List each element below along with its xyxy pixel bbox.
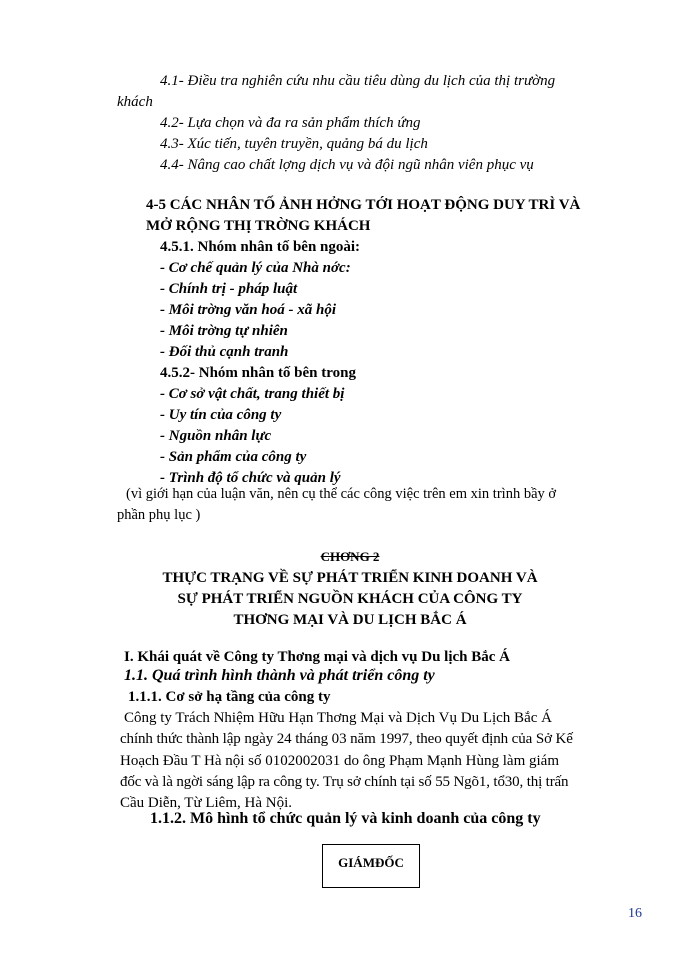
appendix-note-line1: (vì giới hạn của luận văn, nên cụ thể các công việc trên em xin trình bầy ở [126,486,557,502]
section-4-1-line2: khách [117,94,153,110]
factors-heading-line2: MỞ RỘNG THỊ TRỜNG KHÁCH [146,218,371,234]
part1-heading: I. Khái quát về Công ty Thơng mại và dịch vụ Du lịch Bắc Á [124,649,511,665]
external-factor-item: - Đối thủ cạnh tranh [160,344,289,360]
external-factor-item: - Cơ chế quản lý của Nhà nớc: [160,260,351,276]
chapter-label: CHƠNG 2 [320,549,380,564]
internal-factors-title: 4.5.2- Nhóm nhân tố bên trong [160,365,357,381]
director-box: GIÁMĐỐC [322,844,420,888]
section-1-1-title: 1.1. Quá trình hình thành và phát triển công ty [124,667,435,684]
external-factor-item: - Môi trờng tự nhiên [160,323,288,339]
section-4-4: 4.4- Nâng cao chất lợng dịch vụ và đội ngũ nhân viên phục vụ [160,157,534,173]
section-4-3: 4.3- Xúc tiến, tuyên truyền, quảng bá du lịch [160,136,428,152]
internal-factor-item: - Cơ sở vật chất, trang thiết bị [160,386,345,402]
company-paragraph-line2: chính thức thành lập ngày 24 tháng 03 năm 1997, theo quyết định của Sở Kế [120,731,573,747]
section-4-2: 4.2- Lựa chọn và đa ra sản phẩm thích ứng [160,115,421,131]
company-paragraph-line1: Công ty Trách Nhiệm Hữu Hạn Thơng Mại và Dịch Vụ Du Lịch Bắc Á [124,710,552,726]
chapter-title-line2: SỰ PHÁT TRIỂN NGUỒN KHÁCH CỦA CÔNG TY [177,591,523,607]
internal-factor-item: - Nguồn nhân lực [160,428,272,444]
chapter-title-line3: THƠNG MẠI VÀ DU LỊCH BẮC Á [233,612,467,628]
company-paragraph-line5: Cầu Diễn, Từ Liêm, Hà Nội. [120,795,292,811]
page-number: 16 [628,906,642,921]
internal-factor-item: - Uy tín của công ty [160,407,282,423]
section-1-1-2-title: 1.1.2. Mô hình tổ chức quản lý và kinh doanh của công ty [150,810,541,827]
chapter-title-line1: THỰC TRẠNG VỀ SỰ PHÁT TRIỂN KINH DOANH VÀ [162,570,538,586]
factors-heading-line1: 4-5 CÁC NHÂN TỐ ẢNH HỞNG TỚI HOẠT ĐỘNG DUY TRÌ VÀ [146,197,581,213]
external-factor-item: - Môi trờng văn hoá - xã hội [160,302,336,318]
internal-factor-item: - Sản phẩm của công ty [160,449,307,465]
appendix-note-line2: phần phụ lục ) [117,507,201,523]
section-4-1-line1: 4.1- Điều tra nghiên cứu nhu cầu tiêu dùng du lịch của thị trường [160,73,556,89]
internal-factor-item: - Trình độ tổ chức và quản lý [160,470,341,486]
company-paragraph-line4: đốc và là ngời sáng lập ra công ty. Trụ sở chính tại số 55 Ngõ1, tổ30, thị trấn [120,774,569,790]
external-factors-title: 4.5.1. Nhóm nhân tố bên ngoài: [160,239,361,255]
section-1-1-1-title: 1.1.1. Cơ sở hạ tầng của công ty [128,689,331,705]
external-factor-item: - Chính trị - pháp luật [160,281,298,297]
company-paragraph-line3: Hoạch Đầu T Hà nội số 0102002031 do ông Phạm Mạnh Hùng làm giám [120,753,559,769]
